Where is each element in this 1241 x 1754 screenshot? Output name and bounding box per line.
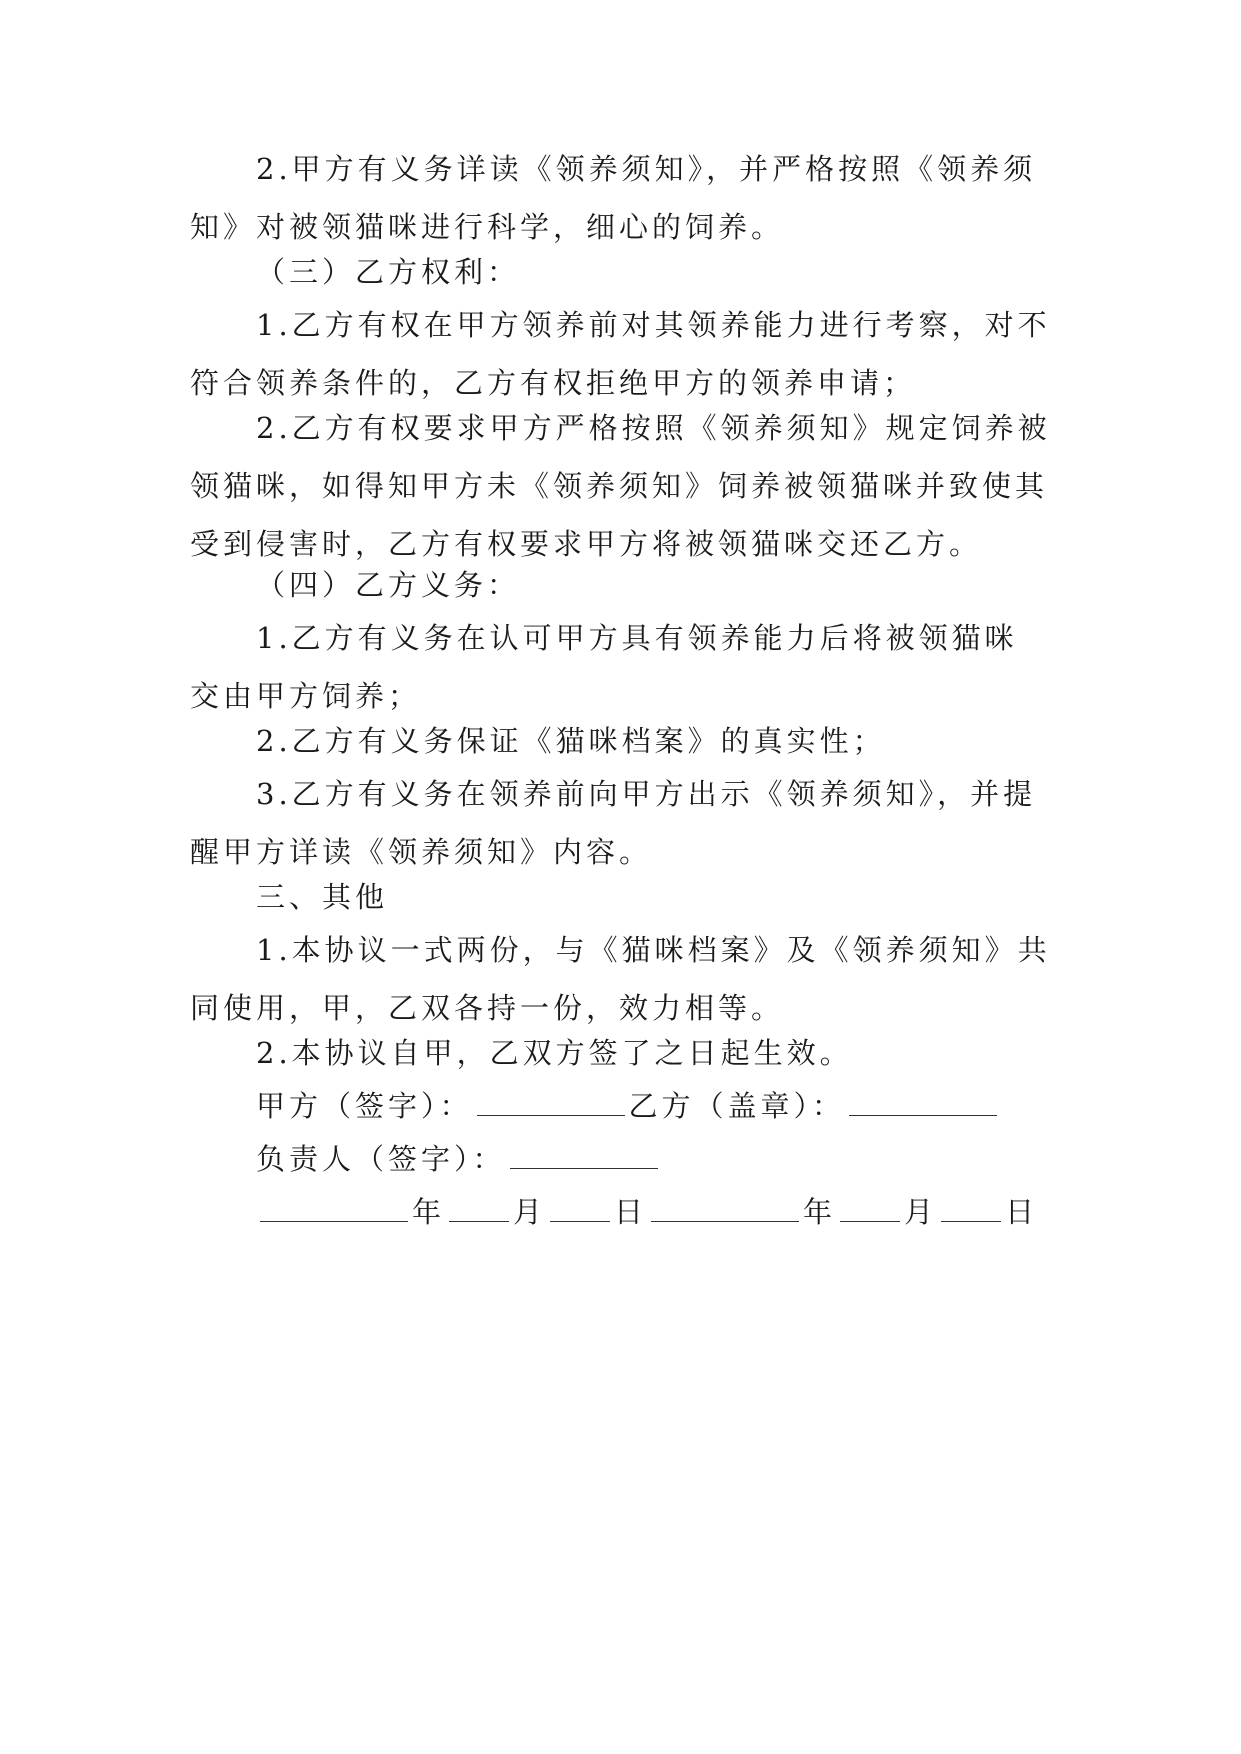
text-line: 知》对被领猫咪进行科学，细心的饲养。: [190, 210, 785, 244]
year-label: 年: [803, 1195, 837, 1229]
month-label: 月: [904, 1195, 938, 1229]
day-label: 日: [1005, 1195, 1039, 1229]
clause-other-2: [190, 1024, 1052, 1082]
section-heading-other: [190, 868, 1052, 926]
clause-party-b-duty-2: [190, 712, 1052, 770]
text-line: 2.本协议自甲，乙双方签了之日起生效。: [256, 1036, 853, 1070]
party-b-seal-label: 乙方（盖章）：: [628, 1089, 846, 1123]
text-line: 同使用，甲，乙双各持一份，效力相等。: [190, 991, 785, 1025]
text-line: 1.乙方有权在甲方领养前对其领养能力进行考察，对不: [256, 308, 1051, 342]
text-line: 2.乙方有权要求甲方严格按照《领养须知》规定饲养被: [256, 411, 1051, 445]
day-label: 日: [614, 1195, 648, 1229]
clause-party-b-duty-1: [190, 609, 1052, 725]
signature-row-parties: [190, 1077, 1052, 1135]
party-b-month-blank[interactable]: [840, 1187, 900, 1222]
party-b-seal-blank[interactable]: [849, 1081, 997, 1116]
text-line: 符合领养条件的，乙方有权拒绝甲方的领养申请；: [190, 366, 917, 400]
signature-row-dates: [190, 1183, 1052, 1241]
clause-other-1: [190, 921, 1052, 1037]
party-a-month-blank[interactable]: [449, 1187, 509, 1222]
text-line: 2.甲方有义务详读《领养须知》，并严格按照《领养须: [256, 152, 1037, 186]
text-line: 交由甲方饲养；: [190, 679, 422, 713]
clause-party-b-right-1: [190, 296, 1052, 412]
clause-party-b-right-2: [190, 399, 1052, 573]
text-line: 1.本协议一式两份，与《猫咪档案》及《领养须知》共: [256, 933, 1051, 967]
text-line: 2.乙方有义务保证《猫咪档案》的真实性；: [256, 724, 886, 758]
text-line: 3.乙方有义务在领养前向甲方出示《领养须知》，并提: [256, 777, 1037, 811]
party-a-day-blank[interactable]: [550, 1187, 610, 1222]
month-label: 月: [513, 1195, 547, 1229]
signature-line: [190, 1130, 1052, 1188]
text-line: 领猫咪，如得知甲方未《领养须知》饲养被领猫咪并致使其: [190, 469, 1049, 503]
responsible-signature-blank[interactable]: [510, 1134, 658, 1169]
text-line: 受到侵害时，乙方有权要求甲方将被领猫咪交还乙方。: [190, 527, 983, 561]
clause-party-b-duty-3: [190, 765, 1052, 881]
text-line: （四）乙方义务：: [256, 568, 521, 602]
text-line: 1.乙方有义务在认可甲方具有领养能力后将被领猫咪: [256, 621, 1018, 655]
signature-line: [190, 1077, 1052, 1135]
section-heading-party-b-rights: [190, 243, 1052, 301]
date-line: [190, 1183, 1052, 1241]
signature-row-responsible: [190, 1130, 1052, 1188]
text-line: （三）乙方权利：: [256, 255, 521, 289]
party-a-signature-blank[interactable]: [477, 1081, 625, 1116]
clause-party-a-duty-2: [190, 140, 1052, 256]
text-line: 醒甲方详读《领养须知》内容。: [190, 835, 653, 869]
year-label: 年: [412, 1195, 446, 1229]
section-heading-party-b-duties: [190, 556, 1052, 614]
party-a-year-blank[interactable]: [260, 1187, 408, 1222]
text-line: 三、其他: [256, 880, 389, 914]
responsible-signature-label: 负责人（签字）：: [256, 1142, 506, 1176]
party-b-day-blank[interactable]: [941, 1187, 1001, 1222]
party-b-year-blank[interactable]: [651, 1187, 799, 1222]
party-a-signature-label: 甲方（签字）：: [256, 1089, 473, 1123]
